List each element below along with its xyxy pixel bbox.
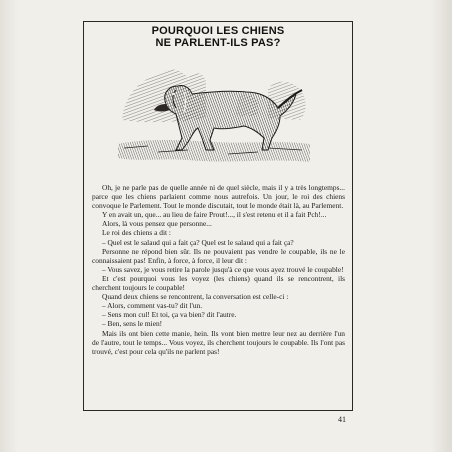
paragraph-13: Mais ils ont bien cette manie, hein. Ils vont bien mettre leur nez au derrière l'un de l'autre, tout le temps... Vous voyez, ils cherchent toujours le coupable. Ils l'ont pas trouvé, c'est pour cela qu'ils ne parlent pas! bbox=[92, 328, 345, 356]
dog-engraving-icon bbox=[118, 58, 310, 166]
paragraph-12: – Ben, sens le mien! bbox=[102, 319, 163, 329]
paragraph-5: – Quel est le salaud qui a fait ça? Quel est le salaud qui a fait ça? bbox=[102, 237, 294, 247]
title-line-2: NE PARLENT-ILS PAS? bbox=[155, 37, 281, 49]
page-edge-shadow bbox=[430, 0, 452, 452]
paragraph-1: Oh, je ne parle pas de quelle année ni de quel siècle, mais il y a très longtemps... parce que les chiens parlaient comme nous autrefois. Un jour, le roi des chiens convoque le Parlement. Tout le monde discutait, tout le monde était là, au Parlement. bbox=[92, 183, 345, 211]
paragraph-3: Alors, là vous pensez que personne... bbox=[102, 219, 212, 229]
story-text bbox=[92, 183, 345, 356]
title-line-1: POURQUOI LES CHIENS bbox=[151, 25, 285, 37]
paragraph-7: – Vous savez, je vous retire la parole jusqu'à ce que vous ayez trouvé le coupable! bbox=[102, 264, 344, 274]
page-gutter-shadow bbox=[0, 0, 18, 452]
paragraph-10: – Alors, comment vas-tu? dit l'un. bbox=[102, 301, 203, 311]
paragraph-2: Y en avait un, que... au lieu de faire Prout!..., il s'est retenu et il a fait Pch!... bbox=[102, 210, 327, 220]
paragraph-6: Personne ne répond bien sûr. Ils ne pouvaient pas vendre le coupable, ils ne le connaissaient pas! Enfin, à force, à force, il leur dit : bbox=[92, 246, 345, 265]
page-number: 41 bbox=[338, 415, 346, 424]
paragraph-11: – Sens mon cul! Et toi, ça va bien? dit l'autre. bbox=[102, 310, 237, 320]
paragraph-9: Quand deux chiens se rencontrent, la conversation est celle-ci : bbox=[102, 292, 289, 302]
paragraph-8: Et c'est pourquoi vous les voyez (les chiens) quand ils se rencontrent, ils cherchent toujours le coupable! bbox=[92, 273, 345, 293]
page-title bbox=[83, 25, 353, 49]
paragraph-4: Le roi des chiens a dit : bbox=[102, 228, 171, 238]
